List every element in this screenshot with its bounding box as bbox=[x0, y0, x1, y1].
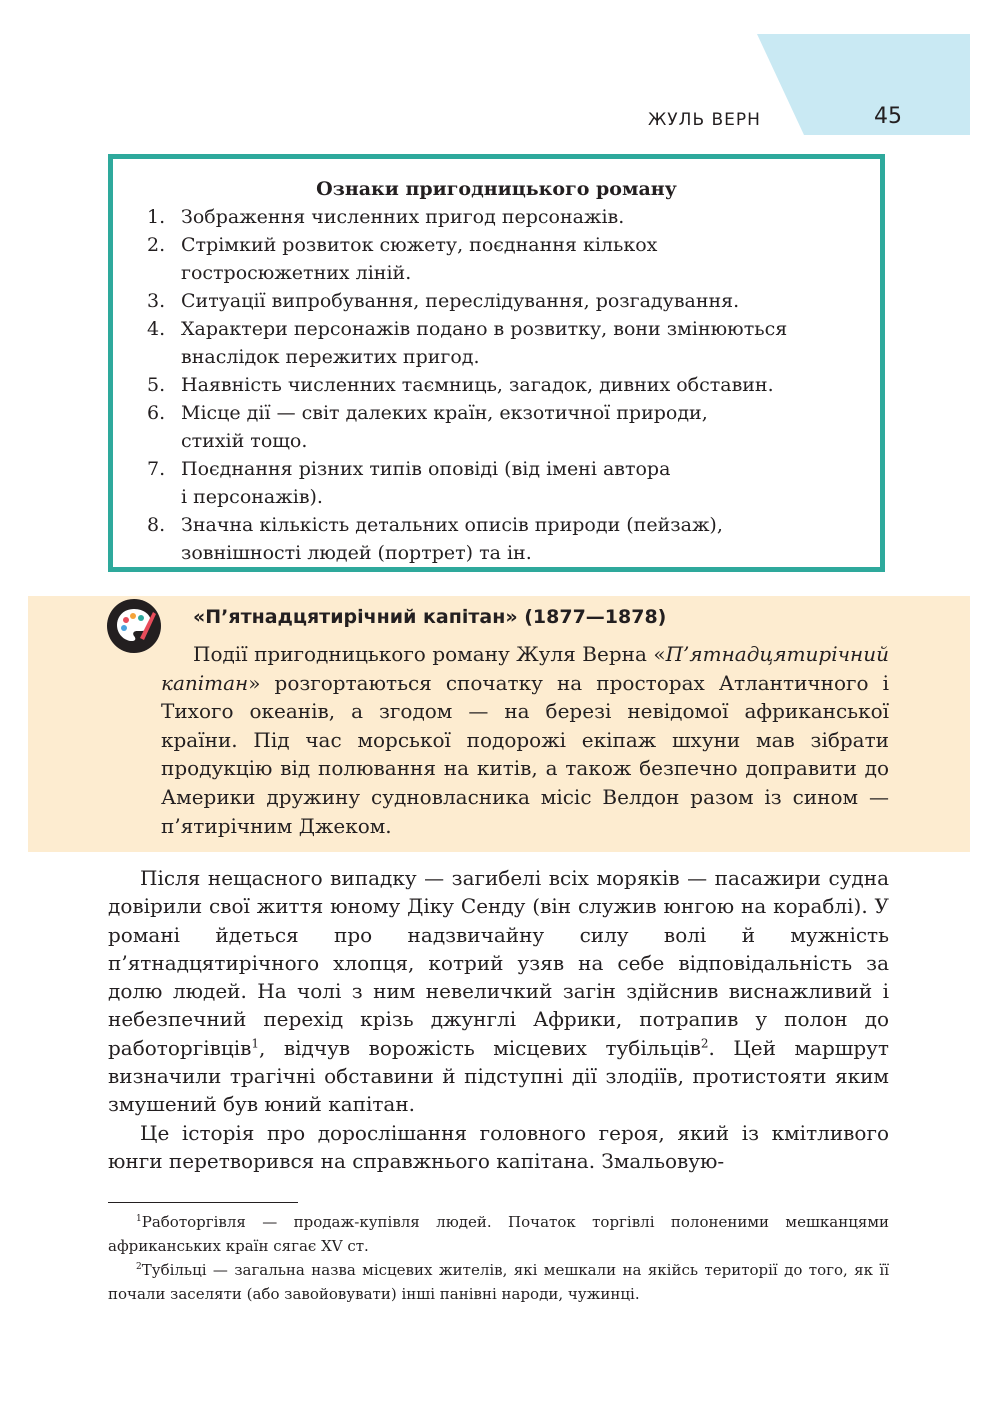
body-text-part: . Цей маршрут визначили трагічні обставини й підступні дії злодіїв, протистояти яким змушений був юний капітан. bbox=[108, 1035, 889, 1117]
feature-number: 8. bbox=[147, 514, 166, 536]
features-list bbox=[147, 203, 875, 567]
story-heading: «П’ятнадцятирічний капітан» (1877—1878) bbox=[193, 606, 667, 628]
story-paragraph bbox=[161, 640, 889, 840]
feature-text: Стрімкий розвиток сюжету, поєднання кількох гостросюжетних ліній. bbox=[181, 234, 658, 284]
footnote-ref: 2 bbox=[700, 1036, 709, 1051]
footnotes bbox=[108, 1210, 889, 1306]
footnote-mark: 1 bbox=[136, 1214, 142, 1224]
page-number: 45 bbox=[874, 104, 902, 129]
story-para-title: П’ятнадцятирічний капітан bbox=[161, 642, 889, 695]
page-corner-tab bbox=[757, 34, 970, 135]
footnote-divider bbox=[108, 1202, 298, 1203]
feature-item bbox=[147, 511, 875, 567]
feature-text: Поєднання різних типів оповіді (від імені автора і персонажів). bbox=[181, 458, 671, 508]
feature-text: Характери персонажів подано в розвитку, вони змінюються внаслідок пережитих пригод. bbox=[181, 318, 788, 368]
footnote bbox=[108, 1258, 889, 1306]
body-text-part: Після нещасного випадку — загибелі всіх моряків — пасажири судна довірили свої життя юному Діку Сенду (він служив юнгою на кораблі). У романі йдеться про надзвичайну силу волі й мужність п’ятнадцятирічного хлопця, котрий узяв на себе відповідальність за долю людей. На чолі з ним невеличкий загін здійснив виснажливий і небезпечний перехід крізь джунглі Африки, потрапив у полон до работоргівців bbox=[108, 866, 889, 1060]
feature-item bbox=[147, 371, 875, 399]
body-text bbox=[108, 864, 889, 1175]
body-text-part: , відчув ворожість місцевих тубільців bbox=[259, 1035, 701, 1060]
features-box bbox=[108, 154, 885, 572]
feature-number: 4. bbox=[147, 318, 166, 340]
feature-item bbox=[147, 231, 875, 287]
feature-item bbox=[147, 315, 875, 371]
feature-text: Зображення численних пригод персонажів. bbox=[181, 206, 625, 228]
feature-number: 3. bbox=[147, 290, 166, 312]
feature-number: 6. bbox=[147, 402, 166, 424]
story-para-end: » розгортаються спочатку на просторах Атлантичного і Тихого океанів, а згодом — на березі невідомої африканської країни. Під час морської подорожі екіпаж шхуни мав зібрати продукцію від полювання на китів, а також безпечно доправити до Америки дружину судновласника місіс Велдон разом із сином — п’ятирічним Джеком. bbox=[161, 670, 889, 838]
feature-text: Ситуації випробування, переслідування, розгадування. bbox=[181, 290, 740, 312]
feature-number: 2. bbox=[147, 234, 166, 256]
feature-text: Значна кількість детальних описів природи (пейзаж), зовнішності людей (портрет) та ін. bbox=[181, 514, 723, 564]
feature-number: 5. bbox=[147, 374, 166, 396]
story-para-start: Події пригодницького роману Жуля Верна « bbox=[193, 642, 666, 666]
feature-text: Наявність численних таємниць, загадок, дивних обставин. bbox=[181, 374, 774, 396]
feature-number: 7. bbox=[147, 458, 166, 480]
body-paragraph bbox=[108, 864, 889, 1119]
footnote-text: Тубільці — загальна назва місцевих жителів, які мешкали на якійсь території до того, як її почали заселяти (або завойовувати) інші панівні народи, чужинці. bbox=[108, 1261, 889, 1303]
feature-number: 1. bbox=[147, 206, 166, 228]
body-paragraph: Це історія про дорослішання головного героя, який із кмітливого юнги перетворився на справжнього капітана. Змальовую- bbox=[108, 1120, 889, 1173]
palette-icon bbox=[106, 598, 162, 654]
feature-item bbox=[147, 399, 875, 455]
footnote-ref: 1 bbox=[251, 1036, 260, 1051]
features-box-title: Ознаки пригодницького роману bbox=[316, 178, 677, 200]
running-head: ЖУЛЬ ВЕРН bbox=[648, 110, 761, 130]
feature-item bbox=[147, 455, 875, 511]
footnote-text: Работоргівля — продаж-купівля людей. Початок торгівлі полоненими мешканцями африканських країн сягає XV ст. bbox=[108, 1213, 889, 1255]
feature-text: Місце дії — світ далеких країн, екзотичної природи, стихій тощо. bbox=[181, 402, 708, 452]
feature-item bbox=[147, 203, 875, 231]
feature-item bbox=[147, 287, 875, 315]
footnote bbox=[108, 1210, 889, 1258]
footnote-mark: 2 bbox=[136, 1262, 142, 1272]
